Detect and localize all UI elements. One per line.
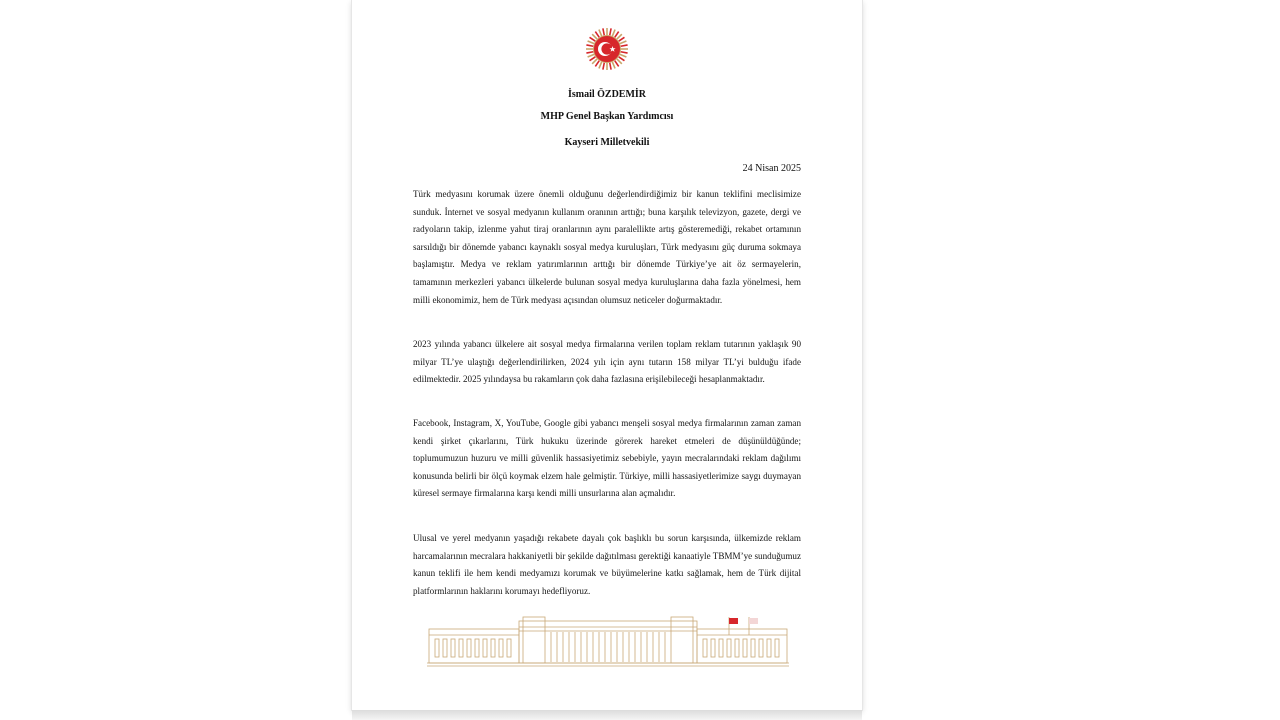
tbmm-emblem-icon: [585, 27, 629, 71]
sender-title: MHP Genel Başkan Yardımcısı: [540, 111, 674, 122]
page-bottom-edge: [352, 710, 862, 720]
paragraph: Ulusal ve yerel medyanın yaşadığı rekabete dayalı çok başlıklı bu sorun karşısında, ülkemizde reklam harcamalarının mecralara hakkaniyetli bir şekilde dağıtılması gerektiği kanaatiyle TBMM’ye sunduğumuz kanun teklifi ile hem kendi medyamızı korumak ve büyümelerine katkı sağlamak, hem de Türk dijital platformlarının haklarını korumayı hedefliyoruz.: [413, 533, 801, 596]
letter-date: 24 Nisan 2025: [742, 163, 801, 174]
tbmm-building-illustration: [427, 615, 789, 669]
sender-name: İsmail ÖZDEMİR: [567, 89, 647, 100]
paragraph: Facebook, Instagram, X, YouTube, Google gibi yabancı menşeli sosyal medya firmalarının zaman zaman kendi şirket çıkarlarını, Türk hukuku üzerinde görerek hareket etmeleri de düşünüldüğünde; toplumumuzun huzuru ve milli güvenlik hassasiyetimiz sebebiyle, yayın mecralarındaki reklam dağılımı konusunda belirli bir ölçü koymak elzem hale gelmiştir. Türkiye, milli hassasiyetlerimize saygı duymayan küresel sermaye firmalarına karşı kendi milli unsurlarına alan açmalıdır.: [413, 418, 801, 499]
sender-constituency: Kayseri Milletvekili: [564, 137, 650, 148]
paragraph: 2023 yılında yabancı ülkelere ait sosyal medya firmalarına verilen toplam reklam tutarının yaklaşık 90 milyar TL’ye ulaştığı değerlendirilirken, 2024 yılı için aynı tutarın 158 milyar TL’yi bulduğu ifade edilmektedir. 2025 yılındaysa bu rakamların çok daha fazlasına erişilebileceği hesaplanmaktadır.: [413, 339, 801, 385]
letter-page: [352, 0, 862, 710]
paragraph: Türk medyasını korumak üzere önemli olduğunu değerlendirdiğimiz bir kanun teklifini meclisimize sunduk. İnternet ve sosyal medyanın kullanım oranının arttığı; buna karşılık televizyon, gazete, dergi ve radyoların takip, izlenme yahut tiraj oranlarının aynı paralellikte artış gösteremediği, rekabet ortamının sarsıldığı bir dönemde yabancı kaynaklı sosyal medya kuruluşları, Türk medyasını güç duruma sokmaya başlamıştır. Medya ve reklam yatırımlarının arttığı bir dönemde Türkiye’ye ait öz sermayelerin, tamamının merkezleri yabancı ülkelerde bulunan sosyal medya kuruluşlarına daha fazla yönelmesi, hem milli ekonomimiz, hem de Türk medyası açısından olumsuz neticeler doğurmaktadır.: [413, 189, 801, 305]
